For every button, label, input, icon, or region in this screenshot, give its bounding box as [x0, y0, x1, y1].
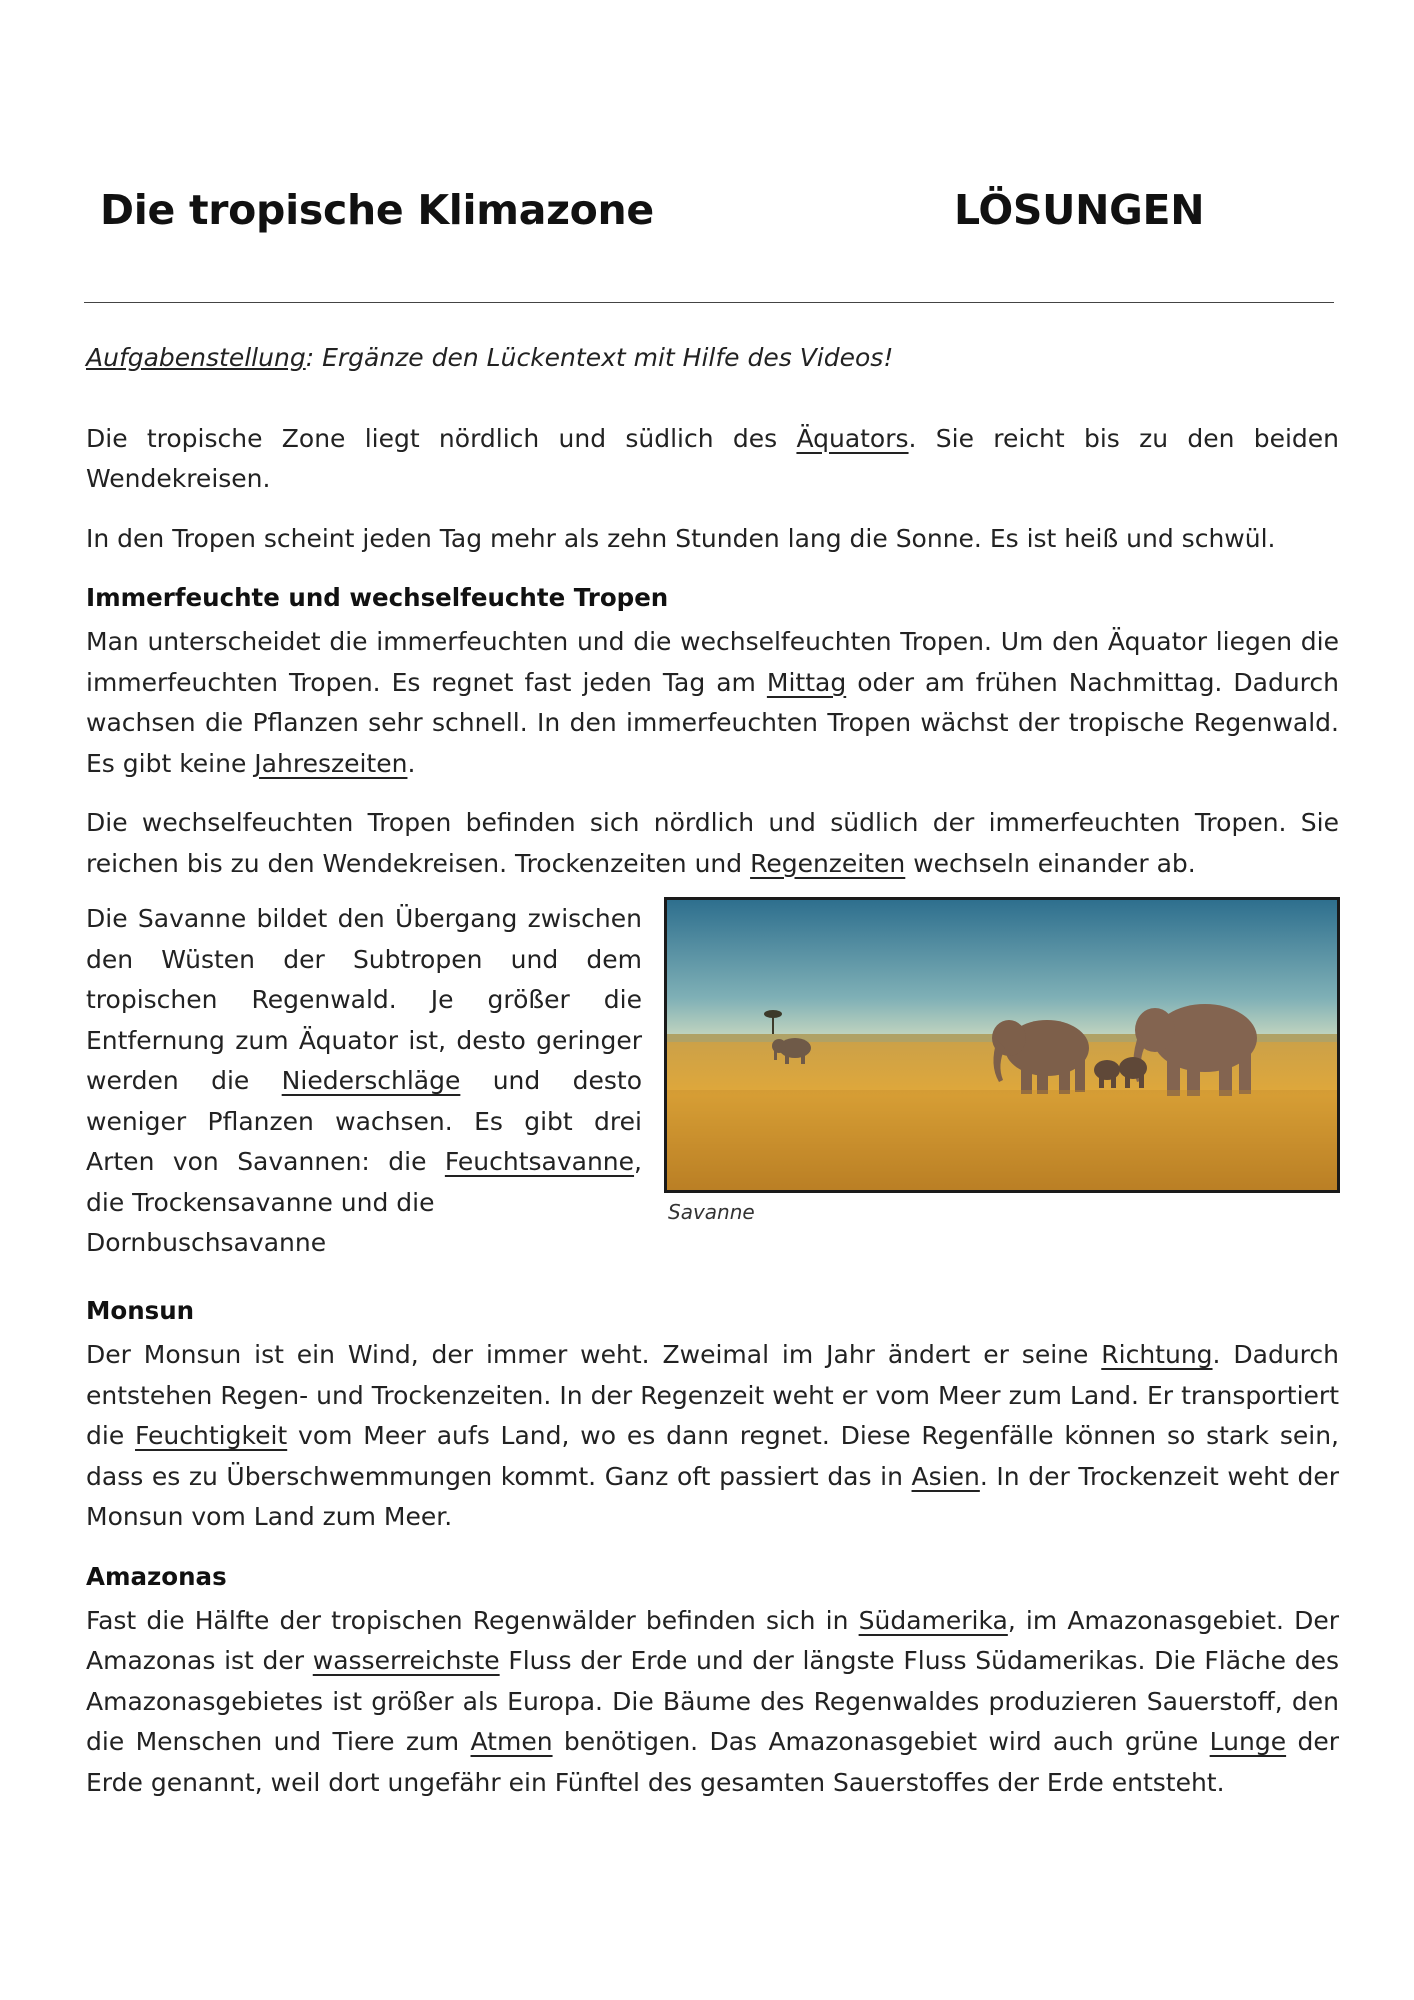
savanna-section: [86, 899, 1339, 1277]
text-run: , im Amazonasgebiet. Der Amazonas ist der: [86, 1605, 1339, 1675]
answer-richtung: Richtung: [1101, 1340, 1213, 1369]
monsoon-paragraph: [86, 1335, 1339, 1538]
answer-atmen: Atmen: [470, 1727, 553, 1756]
answer-wasserreichste: wasserreichste: [312, 1646, 500, 1675]
header-divider: [84, 302, 1334, 303]
intro-paragraph-1: [86, 419, 1339, 500]
answer-asien: Asien: [911, 1461, 980, 1491]
text-run: benötigen. Das Amazonasgebiet wird auch grüne: [552, 1727, 1210, 1756]
text-run: oder am frühen Nachmittag. Dadurch wachsen die Pflanzen sehr schnell. In den immerfeuchten Tropen wächst der tropische Regenwald. Es gibt keine: [86, 667, 1339, 778]
text-run: Man unterscheidet die immerfeuchten und die wechselfeuchten Tropen. Um den Äquator liegen die immerfeuchten Tropen. Es regnet fast jeden Tag am: [86, 627, 1339, 697]
photo-caption: Savanne: [668, 1200, 755, 1224]
solutions-label: LÖSUNGEN: [954, 186, 1205, 234]
text-run: der Erde genannt, weil dort ungefähr ein Fünftel des gesamten Sauerstoffes der Erde entsteht.: [86, 1727, 1339, 1797]
answer-lunge: Lunge: [1209, 1727, 1287, 1756]
page-title: Die tropische Klimazone: [100, 186, 654, 234]
text-run: vom Meer aufs Land, wo es dann regnet. Diese Regenfälle können so stark sein, dass es zu Überschwemmungen kommt. Ganz oft passiert das in: [86, 1421, 1339, 1491]
answer-suedamerika: Südamerika: [858, 1605, 1008, 1635]
answer-jahreszeiten: Jahreszeiten: [254, 748, 408, 778]
text-run: Die tropische Zone liegt nördlich und südlich des: [86, 423, 797, 453]
tropics-paragraph-2: [86, 803, 1339, 884]
amazon-paragraph: [86, 1601, 1339, 1804]
task-text: : Ergänze den Lückentext mit Hilfe des Videos!: [305, 343, 894, 372]
answer-feuchtigkeit: Feuchtigkeit: [135, 1421, 288, 1450]
text-run: Fast die Hälfte der tropischen Regenwälder befinden sich in: [86, 1605, 859, 1635]
text-run: Die Savanne bildet den Übergang zwischen den Wüsten der Subtropen und dem tropischen Regenwald. Je größer die Entfernung zum Äquator ist, desto geringer werden die: [86, 904, 642, 1095]
task-instruction: [86, 338, 1339, 379]
savanna-illustration: [667, 900, 1337, 1190]
text-run: Die wechselfeuchten Tropen befinden sich nördlich und südlich der immerfeuchten Tropen. Sie reichen bis zu den Wendekreisen. Trockenzeiten und: [86, 808, 1339, 878]
savanna-photo: [664, 897, 1340, 1193]
worksheet-body: [86, 338, 1339, 1822]
section-heading-monsoon: Monsun: [86, 1296, 195, 1325]
savanna-last-line: Dornbuschsavanne: [86, 1228, 327, 1257]
text-run: . Sie reicht bis zu den beiden Wendekreisen.: [86, 423, 1340, 493]
tropics-paragraph-1: [86, 622, 1339, 784]
answer-niederschlaege: Niederschläge: [281, 1066, 461, 1095]
text-run: Fluss der Erde und der längste Fluss Südamerikas. Die Fläche des Amazonasgebietes ist größer als Europa. Die Bäume des Regenwaldes produzieren Sauerstoff, den die Menschen und Tiere zum: [86, 1646, 1339, 1756]
task-label: Aufgabenstellung: [86, 343, 306, 372]
section-heading-amazon: Amazonas: [86, 1561, 227, 1591]
intro-paragraph-2: In den Tropen scheint jeden Tag mehr als zehn Stunden lang die Sonne. Es ist heiß und schwül.: [86, 523, 1276, 553]
text-run: Der Monsun ist ein Wind, der immer weht. Zweimal im Jahr ändert er seine: [86, 1340, 1102, 1369]
text-run: wechseln einander ab.: [905, 848, 1196, 878]
section-heading-tropics: Immerfeuchte und wechselfeuchte Tropen: [86, 583, 669, 612]
text-run: . Dadurch entstehen Regen- und Trockenzeiten. In der Regenzeit weht er vom Meer zum Land. Er transportiert die: [86, 1340, 1339, 1450]
answer-feuchtsavanne: Feuchtsavanne: [444, 1147, 635, 1176]
savanna-paragraph: [86, 899, 642, 1264]
text-run: .: [407, 748, 416, 778]
answer-mittag: Mittag: [766, 667, 847, 697]
savanna-figure: [664, 897, 1340, 1225]
answer-regenzeiten: Regenzeiten: [750, 848, 906, 878]
text-run: . In der Trockenzeit weht der Monsun vom Land zum Meer.: [86, 1461, 1339, 1531]
text-run: , die Trockensavanne und die: [86, 1147, 642, 1217]
text-run: und desto weniger Pflanzen wachsen. Es gibt drei Arten von Savannen: die: [86, 1066, 642, 1176]
answer-aequators: Äquators: [796, 423, 909, 453]
